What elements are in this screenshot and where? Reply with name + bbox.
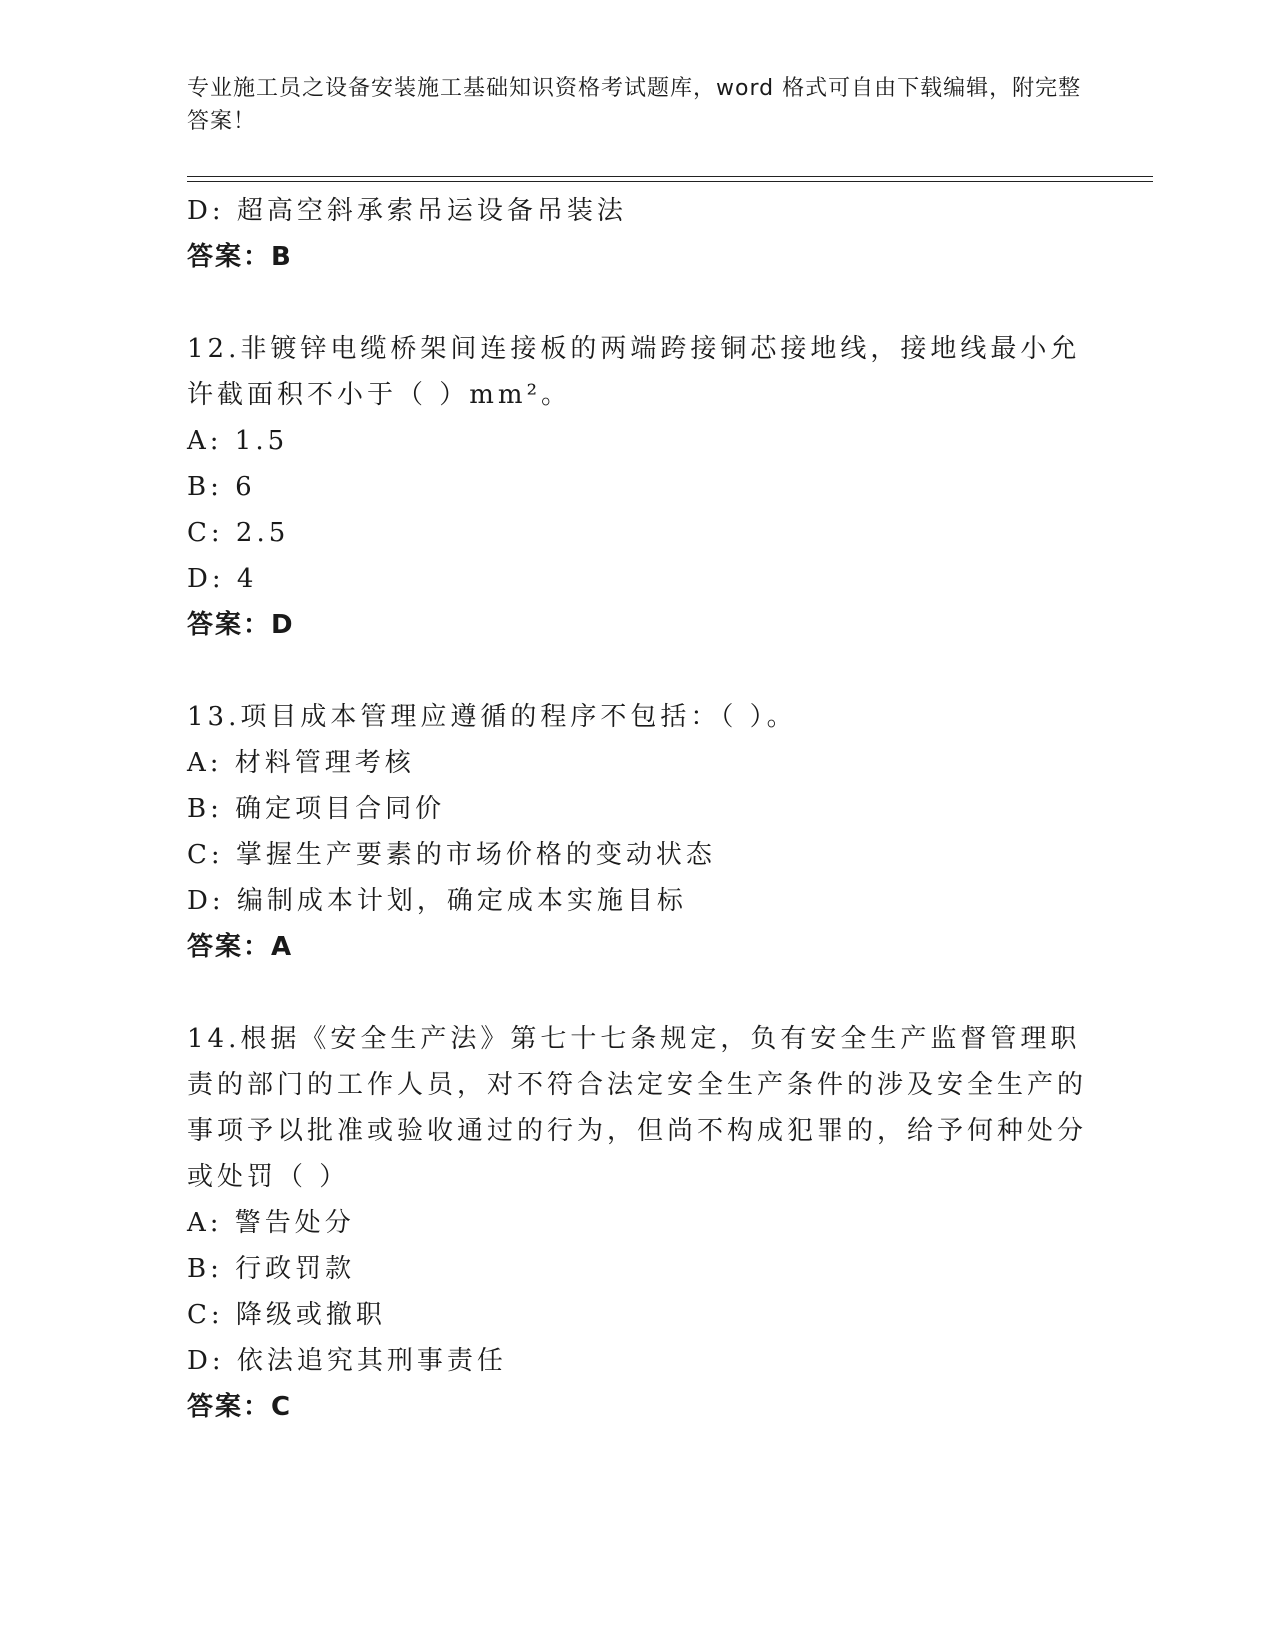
option-d: D: 依法追究其刑事责任 [187,1346,507,1376]
question-12 [187,326,1087,648]
option-c: C: 掌握生产要素的市场价格的变动状态 [187,840,716,870]
option-c: C: 降级或撤职 [187,1300,386,1330]
option-d: D: 超高空斜承索吊运设备吊装法 [187,196,627,226]
header-rule-bottom [187,181,1153,182]
question-stem: 13.项目成本管理应遵循的程序不包括：（ ）。 [187,702,797,732]
question-13 [187,694,1087,970]
option-b: B: 行政罚款 [187,1254,356,1284]
answer: 答案：B [187,242,293,272]
option-a: A: 1.5 [187,426,289,456]
option-a: A: 警告处分 [187,1208,355,1238]
question-14 [187,1016,1087,1430]
answer: 答案：D [187,610,295,640]
header-rule-top [187,176,1153,177]
option-b: B: 确定项目合同价 [187,794,446,824]
question-stem: 12.非镀锌电缆桥架间连接板的两端跨接铜芯接地线，接地线最小允许截面积不小于（ ）mm²。 [187,334,1081,410]
option-c: C: 2.5 [187,518,290,548]
page-header: 专业施工员之设备安装施工基础知识资格考试题库，word 格式可自由下载编辑，附完整答案！ [187,76,1082,134]
option-b: B: 6 [187,472,256,502]
option-d: D: 4 [187,564,258,594]
option-d: D: 编制成本计划，确定成本实施目标 [187,886,687,916]
answer: 答案：A [187,932,294,962]
answer: 答案：C [187,1392,293,1422]
question-stem: 14.根据《安全生产法》第七十七条规定，负有安全生产监督管理职责的部门的工作人员，对不符合法定安全生产条件的涉及安全生产的事项予以批准或验收通过的行为，但尚不构成犯罪的，给予何种处分或处罚（ ） [187,1024,1088,1192]
document-body [187,188,1087,1430]
option-a: A: 材料管理考核 [187,748,415,778]
